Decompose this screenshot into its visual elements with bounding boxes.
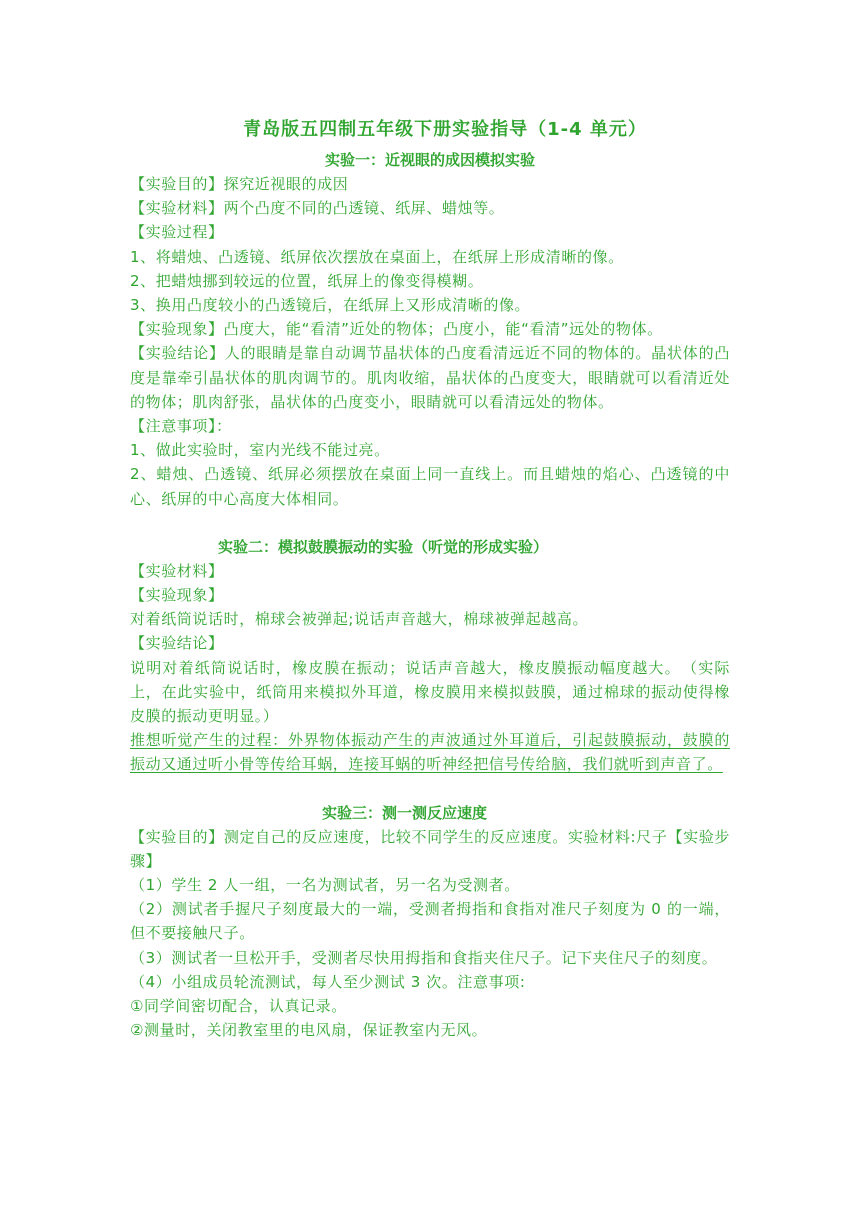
exp3-note: ②测量时，关闭教室里的电风扇，保证教室内无风。 xyxy=(130,1021,488,1040)
exp1-materials: 【实验材料】两个凸度不同的凸透镜、纸屏、蜡烛等。 xyxy=(130,199,505,218)
exp1-conclusion: 【实验结论】人的眼睛是靠自动调节晶状体的凸度看清远近不同的物体的。晶状体的凸度是靠牵引晶状体的肌肉调节的。肌肉收缩，晶状体的凸度变大，眼睛就可以看清近处的物体；肌肉舒张，晶状体的凸度变小，眼睛就可以看清远处的物体。 xyxy=(130,344,730,411)
exp1-step: 1、将蜡烛、凸透镜、纸屏依次摆放在桌面上，在纸屏上形成清晰的像。 xyxy=(130,247,624,266)
exp3-note: ①同学间密切配合，认真记录。 xyxy=(130,997,347,1016)
exp1-note: 1、做此实验时，室内光线不能过亮。 xyxy=(130,441,390,460)
exp3-heading: 实验三：测一测反应速度 xyxy=(322,803,488,822)
spacer xyxy=(130,777,730,801)
exp1-notes-label: 【注意事项】： xyxy=(130,417,232,436)
exp1-phenomenon: 【实验现象】凸度大，能“看清”近处的物体；凸度小，能“看清”远处的物体。 xyxy=(130,320,663,339)
exp3-purpose: 【实验目的】测定自己的反应速度，比较不同学生的反应速度。实验材料:尺子【实验步骤】 xyxy=(130,827,730,870)
document-title: 青岛版五四制五年级下册实验指导（1-4 单元） xyxy=(243,119,647,140)
exp2-phenomenon: 对着纸筒说话时，棉球会被弹起;说话声音越大，棉球被弹起越高。 xyxy=(130,610,589,629)
exp1-note: 2、蜡烛、凸透镜、纸屏必须摆放在桌面上同一直线上。而且蜡烛的焰心、凸透镜的中心、纸屏的中心高度大体相同。 xyxy=(130,465,730,508)
exp1-purpose: 【实验目的】探究近视眼的成因 xyxy=(130,175,349,193)
exp1-step: 2、把蜡烛挪到较远的位置，纸屏上的像变得模糊。 xyxy=(130,271,484,290)
exp1-step: 3、换用凸度较小的凸透镜后，在纸屏上又形成清晰的像。 xyxy=(130,296,531,315)
exp2-conclusion-label: 【实验结论】 xyxy=(130,634,224,653)
exp2-phenomenon-label: 【实验现象】 xyxy=(130,586,224,605)
exp3-step: （3）测试者一旦松开手，受测者尽快用拇指和食指夹住尺子。记下夹住尺子的刻度。 xyxy=(130,948,718,967)
exp1-heading: 实验一：近视眼的成因模拟实验 xyxy=(324,151,535,169)
exp3-step: （1）学生 2 人一组，一名为测试者，另一名为受测者。 xyxy=(130,876,520,895)
exp2-materials-label: 【实验材料】 xyxy=(130,561,224,580)
spacer xyxy=(130,511,730,535)
exp2-conclusion: 说明对着纸筒说话时，橡皮膜在振动；说话声音越大，橡皮膜振动幅度越大。 （实际上，在此实验中，纸筒用来模拟外耳道，橡皮膜用来模拟鼓膜，通过棉球的振动使得橡皮膜的振动更明显。） xyxy=(130,658,730,726)
exp1-process-label: 【实验过程】 xyxy=(130,223,224,242)
document-page xyxy=(130,116,730,1043)
exp3-step: （4）小组成员轮流测试，每人至少测试 3 次。注意事项: xyxy=(130,972,526,991)
exp2-inference: 推想听觉产生的过程：外界物体振动产生的声波通过外耳道后，引起鼓膜振动，鼓膜的振动又通过听小骨等传给耳蜗，连接耳蜗的听神经把信号传给脑，我们就听到声音了。 xyxy=(130,731,730,774)
exp2-heading: 实验二：模拟鼓膜振动的实验（听觉的形成实验） xyxy=(218,537,549,556)
exp3-step: （2）测试者手握尺子刻度最大的一端，受测者拇指和食指对准尺子刻度为 0 的一端，但不要接触尺子。 xyxy=(130,900,730,943)
